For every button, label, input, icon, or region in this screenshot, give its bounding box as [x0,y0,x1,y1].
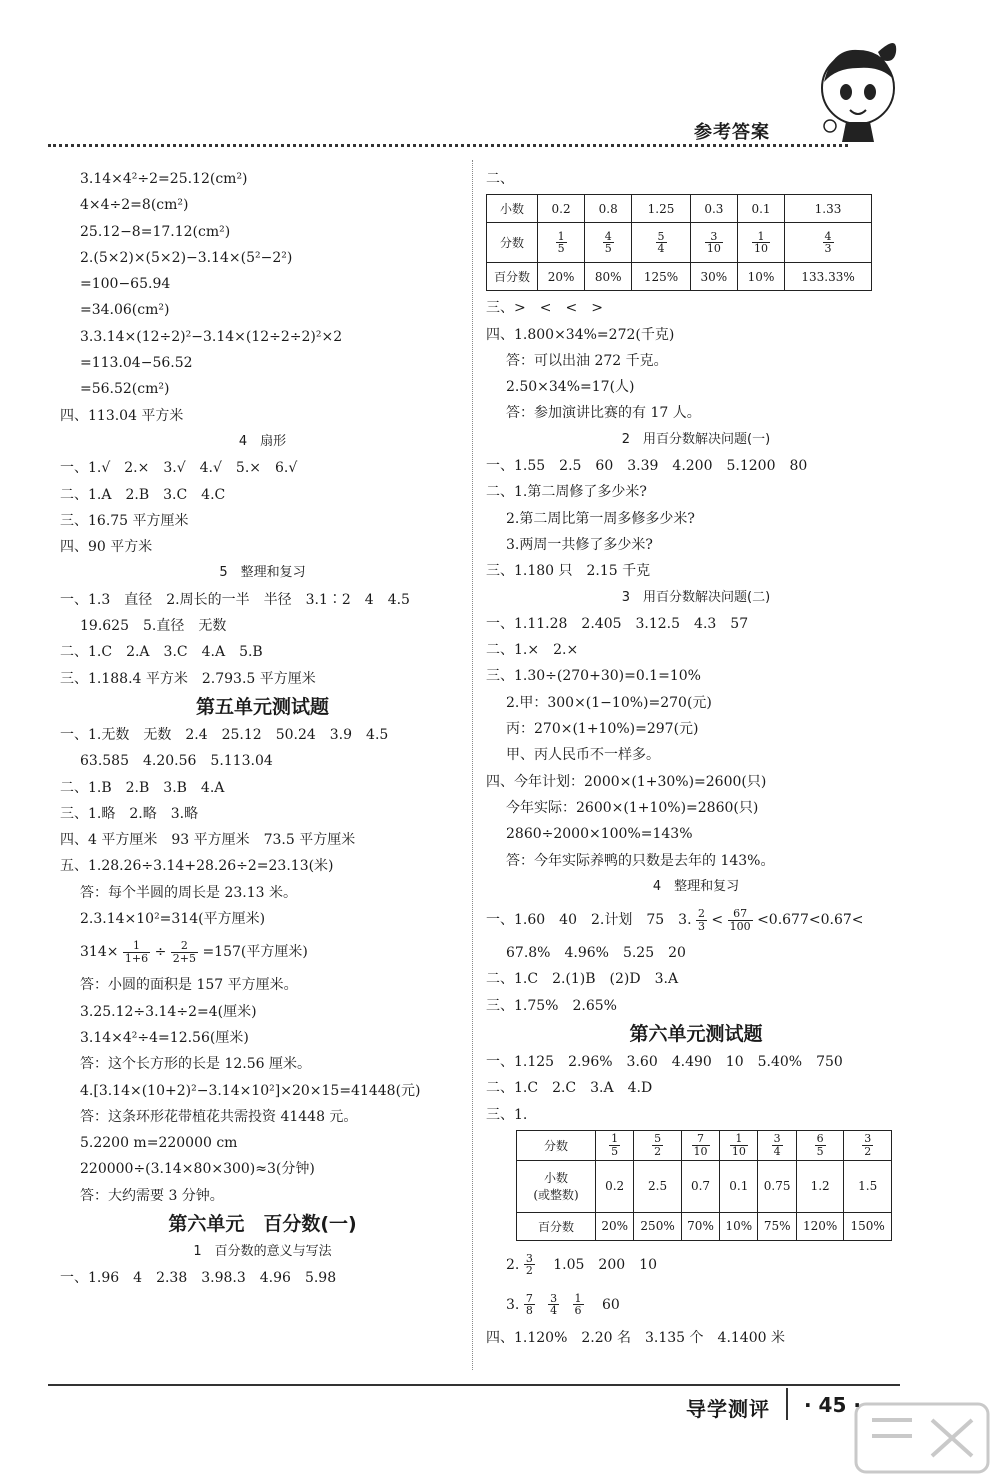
footer-brand: 导学测评 [686,1397,770,1421]
fraction: $\frac{2}{2+5}$ [172,939,196,965]
answer-line-fraction: 314× $\frac{1}{1+6}$ ÷ $\frac{2}{2+5}$ =157(平方厘米) [80,939,308,965]
table-cell: 80% [585,263,632,291]
answer-line: 一、1.√ 2.× 3.√ 4.√ 5.× 6.√ [60,460,298,477]
answer-line: 三、1.30÷(270+30)=0.1=10% [486,668,701,685]
section-subtitle: 2 用百分数解决问题(一) [621,431,771,447]
fraction: $\frac{2}{3}$ [697,907,705,933]
answer-line: 答：大约需要 3 分钟。 [80,1187,224,1204]
answer-line: 答：今年实际养鸭的只数是去年的 143%。 [506,852,775,869]
table-cell: 1.5 [844,1160,892,1212]
right-column [486,166,906,1351]
answer-line: 答：这个长方形的长是 12.56 厘米。 [80,1056,311,1073]
table-cell: $\frac{6}{5}$ [796,1130,844,1160]
conversion-table-1 [486,194,872,291]
answer-line: 63.585 4.20.56 5.113.04 [80,753,273,770]
answer-line: 三、> < < > [486,300,603,317]
table-cell: $\frac{4}{5}$ [585,223,632,263]
answer-line: 二、1.第二周修了多少米? [486,484,647,501]
table-cell: 1.25 [632,195,691,223]
answer-line-fraction: 3. $\frac{7}{8}$ $\frac{3}{4}$ $\frac{1}{6}$ 60 [506,1291,620,1318]
page-number: · 45 · [804,1393,861,1417]
table-cell: 2.5 [634,1160,682,1212]
answer-line: 三、1.188.4 平方米 2.793.5 平方厘米 [60,670,316,687]
table-cell: $\frac{1}{5}$ [596,1130,634,1160]
answer-line: 四、1.800×34%=272(千克) [486,326,675,343]
table-cell: 20% [538,263,585,291]
table-cell: 0.2 [596,1160,634,1212]
table-cell: 0.2 [538,195,585,223]
table-cell: 125% [632,263,691,291]
table-cell: $\frac{3}{2}$ [844,1130,892,1160]
answer-line: 3.14×4²÷4=12.56(厘米) [80,1029,249,1046]
answer-line: =113.04−56.52 [80,355,193,372]
table-cell: $\frac{1}{5}$ [538,223,585,263]
answer-line: 答：小圆的面积是 157 平方厘米。 [80,977,298,994]
table-row-label: 百分数 [517,1212,596,1240]
table-cell: $\frac{5}{2}$ [634,1130,682,1160]
table-row-label: 分数 [487,223,538,263]
answer-line: 25.12−8=17.12(cm²) [80,223,231,240]
conversion-table-2 [516,1130,892,1241]
answer-line: 二、1.C 2.A 3.C 4.A 5.B [60,644,263,661]
answer-line: 三、1. [486,1106,528,1123]
mascot-illustration [812,30,902,150]
answer-line: 4×4÷2=8(cm²) [80,197,189,214]
table-cell: $\frac{3}{10}$ [690,223,737,263]
table-cell: 0.1 [720,1160,758,1212]
table-cell: 0.1 [737,195,784,223]
table-cell: 75% [758,1212,796,1240]
table-cell: 250% [634,1212,682,1240]
answer-line: 2.(5×2)×(5×2)−3.14×(5²−2²) [80,249,293,266]
table-cell: 120% [796,1212,844,1240]
table-cell: 0.75 [758,1160,796,1212]
answer-line: 答：这条环形花带植花共需投资 41448 元。 [80,1108,358,1125]
section-subtitle: 5 整理和复习 [219,565,306,581]
answer-line: 答：参加演讲比赛的有 17 人。 [506,405,701,422]
table-cell: 1.33 [785,195,872,223]
section-heading: 第六单元 百分数(一) [168,1212,357,1235]
answer-line: 19.625 5.直径 无数 [80,618,227,635]
answer-line: 二、1.C 2.(1)B (2)D 3.A [486,971,679,988]
answer-line: 答：每个半圆的周长是 23.13 米。 [80,884,297,901]
page-header-title: 参考答案 [694,122,770,143]
table-cell: $\frac{1}{10}$ [737,223,784,263]
answer-line: 二、1.× 2.× [486,642,579,659]
answer-line: 三、1.75% 2.65% [486,997,617,1014]
fraction: $\frac{67}{100}$ [729,907,751,933]
table-cell: $\frac{1}{10}$ [720,1130,758,1160]
table-cell: 133.33% [785,263,872,291]
answer-line: 二、1.A 2.B 3.C 4.C [60,486,226,503]
answer-line: 甲、丙人民币不一样多。 [506,747,660,764]
table-cell: 150% [844,1212,892,1240]
answer-line: 二、1.C 2.C 3.A 4.D [486,1080,653,1097]
table-cell: $\frac{7}{10}$ [681,1130,719,1160]
table-row-label: 小数 (或整数) [517,1160,596,1212]
section-subtitle: 3 用百分数解决问题(二) [621,589,771,605]
table-cell: 10% [737,263,784,291]
footer-divider [48,1384,900,1386]
answer-line: =100−65.94 [80,276,171,293]
answer-line: 一、1.3 直径 2.周长的一半 半径 3.1∶2 4 4.5 [60,591,410,608]
column-divider [472,160,473,1370]
table-cell: 0.3 [690,195,737,223]
answer-line: 2.甲：300×(1−10%)=270(元) [506,694,712,711]
answer-line: 4.[3.14×(10+2)²−3.14×10²]×20×15=41448(元) [80,1082,421,1099]
answer-line: 四、4 平方厘米 93 平方厘米 73.5 平方厘米 [60,832,356,849]
answer-line: 3.3.14×(12÷2)²−3.14×(12÷2÷2)²×2 [80,328,343,345]
table-row-label: 小数 [487,195,538,223]
answer-line: 答：可以出油 272 千克。 [506,352,668,369]
section-subtitle: 4 整理和复习 [652,878,740,894]
table-row-label: 百分数 [487,263,538,291]
answer-line: 一、1.55 2.5 60 3.39 4.200 5.1200 80 [486,458,808,475]
table-row-label: 分数 [517,1130,596,1160]
table-cell: 10% [720,1212,758,1240]
answer-line: 2.3.14×10²=314(平方厘米) [80,911,266,928]
answer-line: 五、1.28.26÷3.14+28.26÷2=23.13(米) [60,858,334,875]
section-subtitle: 4 扇形 [238,433,287,449]
answer-line: 丙：270×(1+10%)=297(元) [506,721,699,738]
answer-line: =56.52(cm²) [80,381,170,398]
answer-line: 67.8% 4.96% 5.25 20 [506,945,686,962]
answer-line: 2.第二周比第一周多修多少米? [506,510,695,527]
section-heading: 第五单元测试题 [195,695,329,718]
answer-line: 二、1.B 2.B 3.B 4.A [60,779,225,796]
answer-line: 2.50×34%=17(人) [506,379,635,396]
answer-line: =34.06(cm²) [80,302,170,319]
answer-line: 一、1.无数 无数 2.4 25.12 50.24 3.9 4.5 [60,726,389,743]
answer-line: 三、1.略 2.略 3.略 [60,805,199,822]
answer-line: 今年实际：2600×(1+10%)=2860(只) [506,799,759,816]
answer-line: 四、113.04 平方米 [60,407,184,424]
answer-line-fraction: 2. $\frac{3}{2}$ 1.05 200 10 [506,1251,657,1278]
answer-line: 一、1.96 4 2.38 3.98.3 4.96 5.98 [60,1270,337,1287]
fraction: $\frac{1}{1+6}$ [124,939,149,965]
table-cell: 30% [690,263,737,291]
table-cell: 20% [596,1212,634,1240]
answer-line: 3.14×4²÷2=25.12(cm²) [80,171,248,187]
fraction: $\frac{7}{8}$ [525,1291,533,1318]
answer-line: 三、16.75 平方厘米 [60,512,189,529]
footer-separator [786,1388,788,1420]
answer-line: 5.2200 m=220000 cm [80,1135,238,1152]
section-heading: 第六单元测试题 [629,1023,763,1046]
answer-line-fraction: 一、1.60 40 2.计划 75 3. $\frac{2}{3}$ < $\frac{67}{100}$ <0.677<0.67̇< [486,907,864,933]
table-cell: 0.7 [681,1160,719,1212]
table-cell: $\frac{3}{4}$ [758,1130,796,1160]
fraction: $\frac{3}{4}$ [550,1291,558,1318]
watermark-logo [852,1400,992,1476]
table-cell: $\frac{4}{3}$ [785,223,872,263]
answer-line: 3.25.12÷3.14÷2=4(厘米) [80,1003,257,1020]
table-cell: 1.2 [796,1160,844,1212]
answer-line: 一、1.125 2.96% 3.60 4.490 10 5.40% 750 [486,1054,843,1071]
answer-line: 四、1.120% 2.20 名 3.135 个 4.1400 米 [486,1329,785,1346]
answer-line: 三、1.180 只 2.15 千克 [486,563,651,580]
fraction: $\frac{1}{6}$ [574,1291,582,1318]
header-divider [48,144,848,147]
answer-line: 四、90 平方米 [60,539,153,556]
answer-line: 3.两周一共修了多少米? [506,536,653,553]
table-cell: 70% [681,1212,719,1240]
answer-line: 2860÷2000×100%=143% [506,826,693,843]
answer-line: 220000÷(3.14×80×300)≈3(分钟) [80,1161,315,1178]
answer-line: 一、1.11.28 2.405 3.12.5 4.3 57 [486,615,749,632]
fraction: $\frac{3}{2}$ [525,1251,533,1278]
section-subtitle: 1 百分数的意义与写法 [193,1243,332,1259]
answer-line: 二、 [486,171,514,187]
table-cell: 0.8 [585,195,632,223]
table-cell: $\frac{5}{4}$ [632,223,691,263]
left-column [60,166,465,1292]
answer-line: 四、今年计划：2000×(1+30%)=2600(只) [486,773,767,790]
